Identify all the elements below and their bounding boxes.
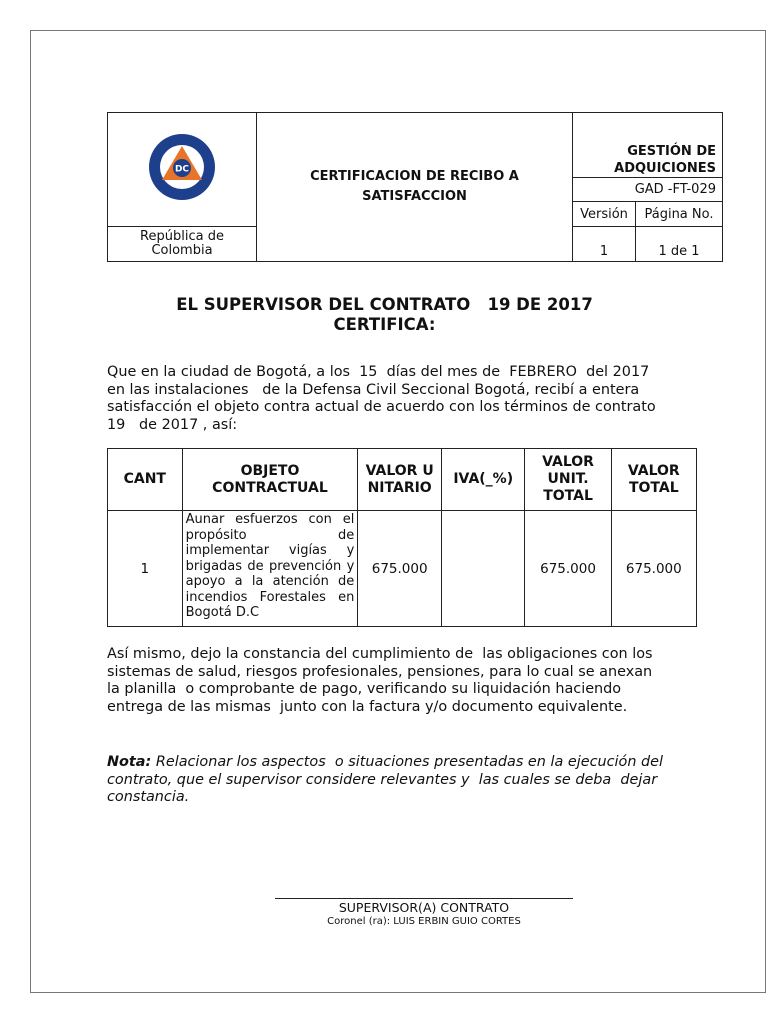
logo-cell <box>108 113 257 227</box>
header-table <box>107 112 723 262</box>
cell-cant: 1 <box>108 511 183 627</box>
country-caption <box>108 226 257 261</box>
title-line-2: SATISFACCION <box>362 189 467 204</box>
table-row <box>108 511 697 627</box>
items-table <box>107 448 697 627</box>
document-title <box>257 113 573 262</box>
signature-role: SUPERVISOR(A) CONTRATO <box>338 900 510 915</box>
gestion-line-2: ADQUICIONES <box>614 160 716 176</box>
header-objeto: OBJETO CONTRACTUAL <box>182 449 358 511</box>
note-text: Relacionar los aspectos o situaciones presentadas en la ejecución del contrato, que el supervisor considere relevantes y las cuales se deba dejar constancia. <box>107 754 668 805</box>
gestion-cell <box>573 113 723 178</box>
heading-line-2: CERTIFICA: <box>333 315 436 334</box>
form-code: GAD -FT-029 <box>573 177 723 201</box>
title-line-1: CERTIFICACION DE RECIBO A <box>310 169 519 184</box>
header-cant: CANT <box>108 449 183 511</box>
certification-heading <box>107 295 662 335</box>
signature-line <box>275 898 573 899</box>
body-paragraph: Así mismo, dejo la constancia del cumplimiento de las obligaciones con los sistemas de salud, riesgos profesionales, pensiones, para lo cual se anexan la planilla o comprobante de pago, verificando su liquidación haciendo entrega de las mismas junto con la factura y/o documento equivalente. <box>107 646 658 715</box>
cell-objeto: Aunar esfuerzos con el propósito de implementar vigías y brigadas de prevención y apoyo a la atención de incendios Forestales en Bogotá D.C <box>182 511 358 627</box>
signature-name: Coronel (ra): LUIS ERBIN GUIO CORTES <box>327 916 521 927</box>
intro-paragraph: Que en la ciudad de Bogotá, a los 15 días del mes de FEBRERO del 2017 en las instalaciones de la Defensa Civil Seccional Bogotá, recibí a entera satisfacción el objeto contra actual de acuerdo con los términos de contrato 19 de 2017 , así: <box>107 364 670 433</box>
note-paragraph <box>107 754 667 807</box>
country-line-2: Colombia <box>151 242 213 258</box>
gestion-line-1: GESTIÓN DE <box>627 143 716 159</box>
header-valor-unitario: VALOR UNITARIO <box>358 449 442 511</box>
note-label: Nota: <box>107 754 152 770</box>
header-valor-unit-total: VALOR UNIT. TOTAL <box>525 449 611 511</box>
version-value: 1 <box>573 226 636 261</box>
page-value: 1 de 1 <box>636 226 723 261</box>
header-valor-total: VALOR TOTAL <box>611 449 696 511</box>
country-line-1: República de <box>140 228 224 244</box>
cell-valor-total: 675.000 <box>611 511 696 627</box>
page-label: Página No. <box>636 202 723 226</box>
cell-valor-unit-total: 675.000 <box>525 511 611 627</box>
logo-center-text: DC <box>174 164 190 175</box>
defensa-civil-logo <box>147 132 217 202</box>
version-label: Versión <box>573 202 636 226</box>
header-iva: IVA(_%) <box>442 449 525 511</box>
heading-line-1: EL SUPERVISOR DEL CONTRATO 19 DE 2017 <box>176 295 593 314</box>
cell-iva <box>442 511 525 627</box>
signature-block <box>275 898 573 928</box>
cell-valor-unitario: 675.000 <box>358 511 442 627</box>
